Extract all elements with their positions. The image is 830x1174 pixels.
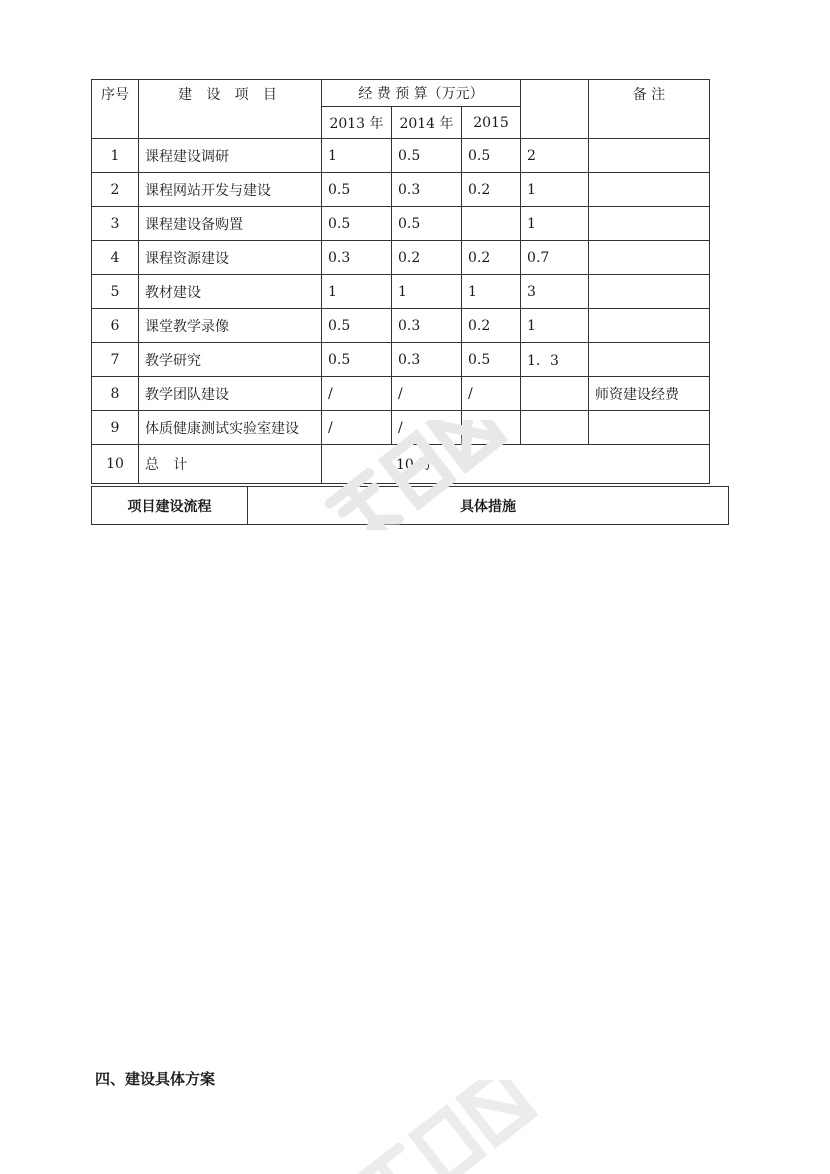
row-note: 师资建设经费 [589, 377, 710, 411]
row-seq: 1 [92, 139, 139, 173]
row-value-2014: 1 [392, 275, 462, 309]
row-sum: 1 [521, 207, 589, 241]
total-seq: 10 [92, 445, 139, 484]
table-row [92, 173, 710, 207]
row-value-2013: / [322, 377, 392, 411]
row-value-2014: 0.3 [392, 343, 462, 377]
row-value-2015: / [462, 411, 521, 445]
row-sum: 1 [521, 173, 589, 207]
row-value-2015: 1 [462, 275, 521, 309]
row-value-2013: 1 [322, 275, 392, 309]
row-value-2013: 0.5 [322, 173, 392, 207]
header-project: 建 设 项 目 [139, 80, 322, 139]
row-value-2015: 0.2 [462, 173, 521, 207]
row-note [589, 139, 710, 173]
row-seq: 8 [92, 377, 139, 411]
row-sum [521, 377, 589, 411]
row-value-2015: 0.2 [462, 309, 521, 343]
row-sum: 1．3 [521, 343, 589, 377]
row-value-2015: / [462, 377, 521, 411]
watermark-logo-bottom [320, 1080, 570, 1174]
row-value-2014: 0.5 [392, 207, 462, 241]
row-project-name: 课程资源建设 [139, 241, 322, 275]
row-project-name: 体质健康测试实验室建设 [139, 411, 322, 445]
row-value-2013: / [322, 411, 392, 445]
row-note [589, 173, 710, 207]
flow-process-header: 项目建设流程 [92, 487, 248, 525]
row-note [589, 309, 710, 343]
row-project-name: 课程网站开发与建设 [139, 173, 322, 207]
row-value-2013: 0.5 [322, 343, 392, 377]
row-seq: 4 [92, 241, 139, 275]
row-value-2014: / [392, 377, 462, 411]
row-value-2013: 0.3 [322, 241, 392, 275]
budget-table [91, 79, 710, 484]
row-note [589, 241, 710, 275]
total-value: 10 万 [322, 445, 710, 484]
row-project-name: 课程建设备购置 [139, 207, 322, 241]
row-value-2014: 0.3 [392, 173, 462, 207]
row-value-2013: 0.5 [322, 207, 392, 241]
row-seq: 7 [92, 343, 139, 377]
row-seq: 5 [92, 275, 139, 309]
table-row [92, 241, 710, 275]
total-label: 总 计 [139, 445, 322, 484]
row-sum: 1 [521, 309, 589, 343]
header-seq: 序号 [92, 80, 139, 139]
row-sum: 0.7 [521, 241, 589, 275]
row-value-2015: 0.5 [462, 343, 521, 377]
row-project-name: 教学研究 [139, 343, 322, 377]
section-heading: 四、建设具体方案 [95, 1070, 216, 1088]
row-sum: 3 [521, 275, 589, 309]
row-value-2013: 1 [322, 139, 392, 173]
header-year-2014: 2014 年 [392, 107, 462, 139]
row-value-2014: 0.3 [392, 309, 462, 343]
total-row [92, 445, 710, 484]
table-row [92, 411, 710, 445]
table-header-row [92, 80, 710, 107]
header-sum-cell [521, 80, 589, 139]
row-note [589, 207, 710, 241]
table-row [92, 309, 710, 343]
row-seq: 2 [92, 173, 139, 207]
row-value-2015: 0.5 [462, 139, 521, 173]
row-value-2015 [462, 207, 521, 241]
row-seq: 9 [92, 411, 139, 445]
row-seq: 3 [92, 207, 139, 241]
table-row [92, 343, 710, 377]
flow-table [91, 486, 729, 525]
header-budget: 经 费 预 算（万元） [322, 80, 521, 107]
row-seq: 6 [92, 309, 139, 343]
row-value-2014: 0.5 [392, 139, 462, 173]
row-note [589, 343, 710, 377]
row-project-name: 课堂教学录像 [139, 309, 322, 343]
table-row [92, 139, 710, 173]
row-note [589, 411, 710, 445]
header-note: 备 注 [589, 80, 710, 139]
row-project-name: 教学团队建设 [139, 377, 322, 411]
row-project-name: 教材建设 [139, 275, 322, 309]
header-year-2013: 2013 年 [322, 107, 392, 139]
table-row [92, 377, 710, 411]
row-sum [521, 411, 589, 445]
table-row [92, 207, 710, 241]
flow-measures-header: 具体措施 [248, 487, 729, 525]
row-value-2014: 0.2 [392, 241, 462, 275]
row-note [589, 275, 710, 309]
row-value-2015: 0.2 [462, 241, 521, 275]
header-year-2015: 2015 [462, 107, 521, 139]
table-row [92, 275, 710, 309]
row-sum: 2 [521, 139, 589, 173]
row-project-name: 课程建设调研 [139, 139, 322, 173]
row-value-2013: 0.5 [322, 309, 392, 343]
flow-header-row [92, 487, 729, 525]
row-value-2014: / [392, 411, 462, 445]
